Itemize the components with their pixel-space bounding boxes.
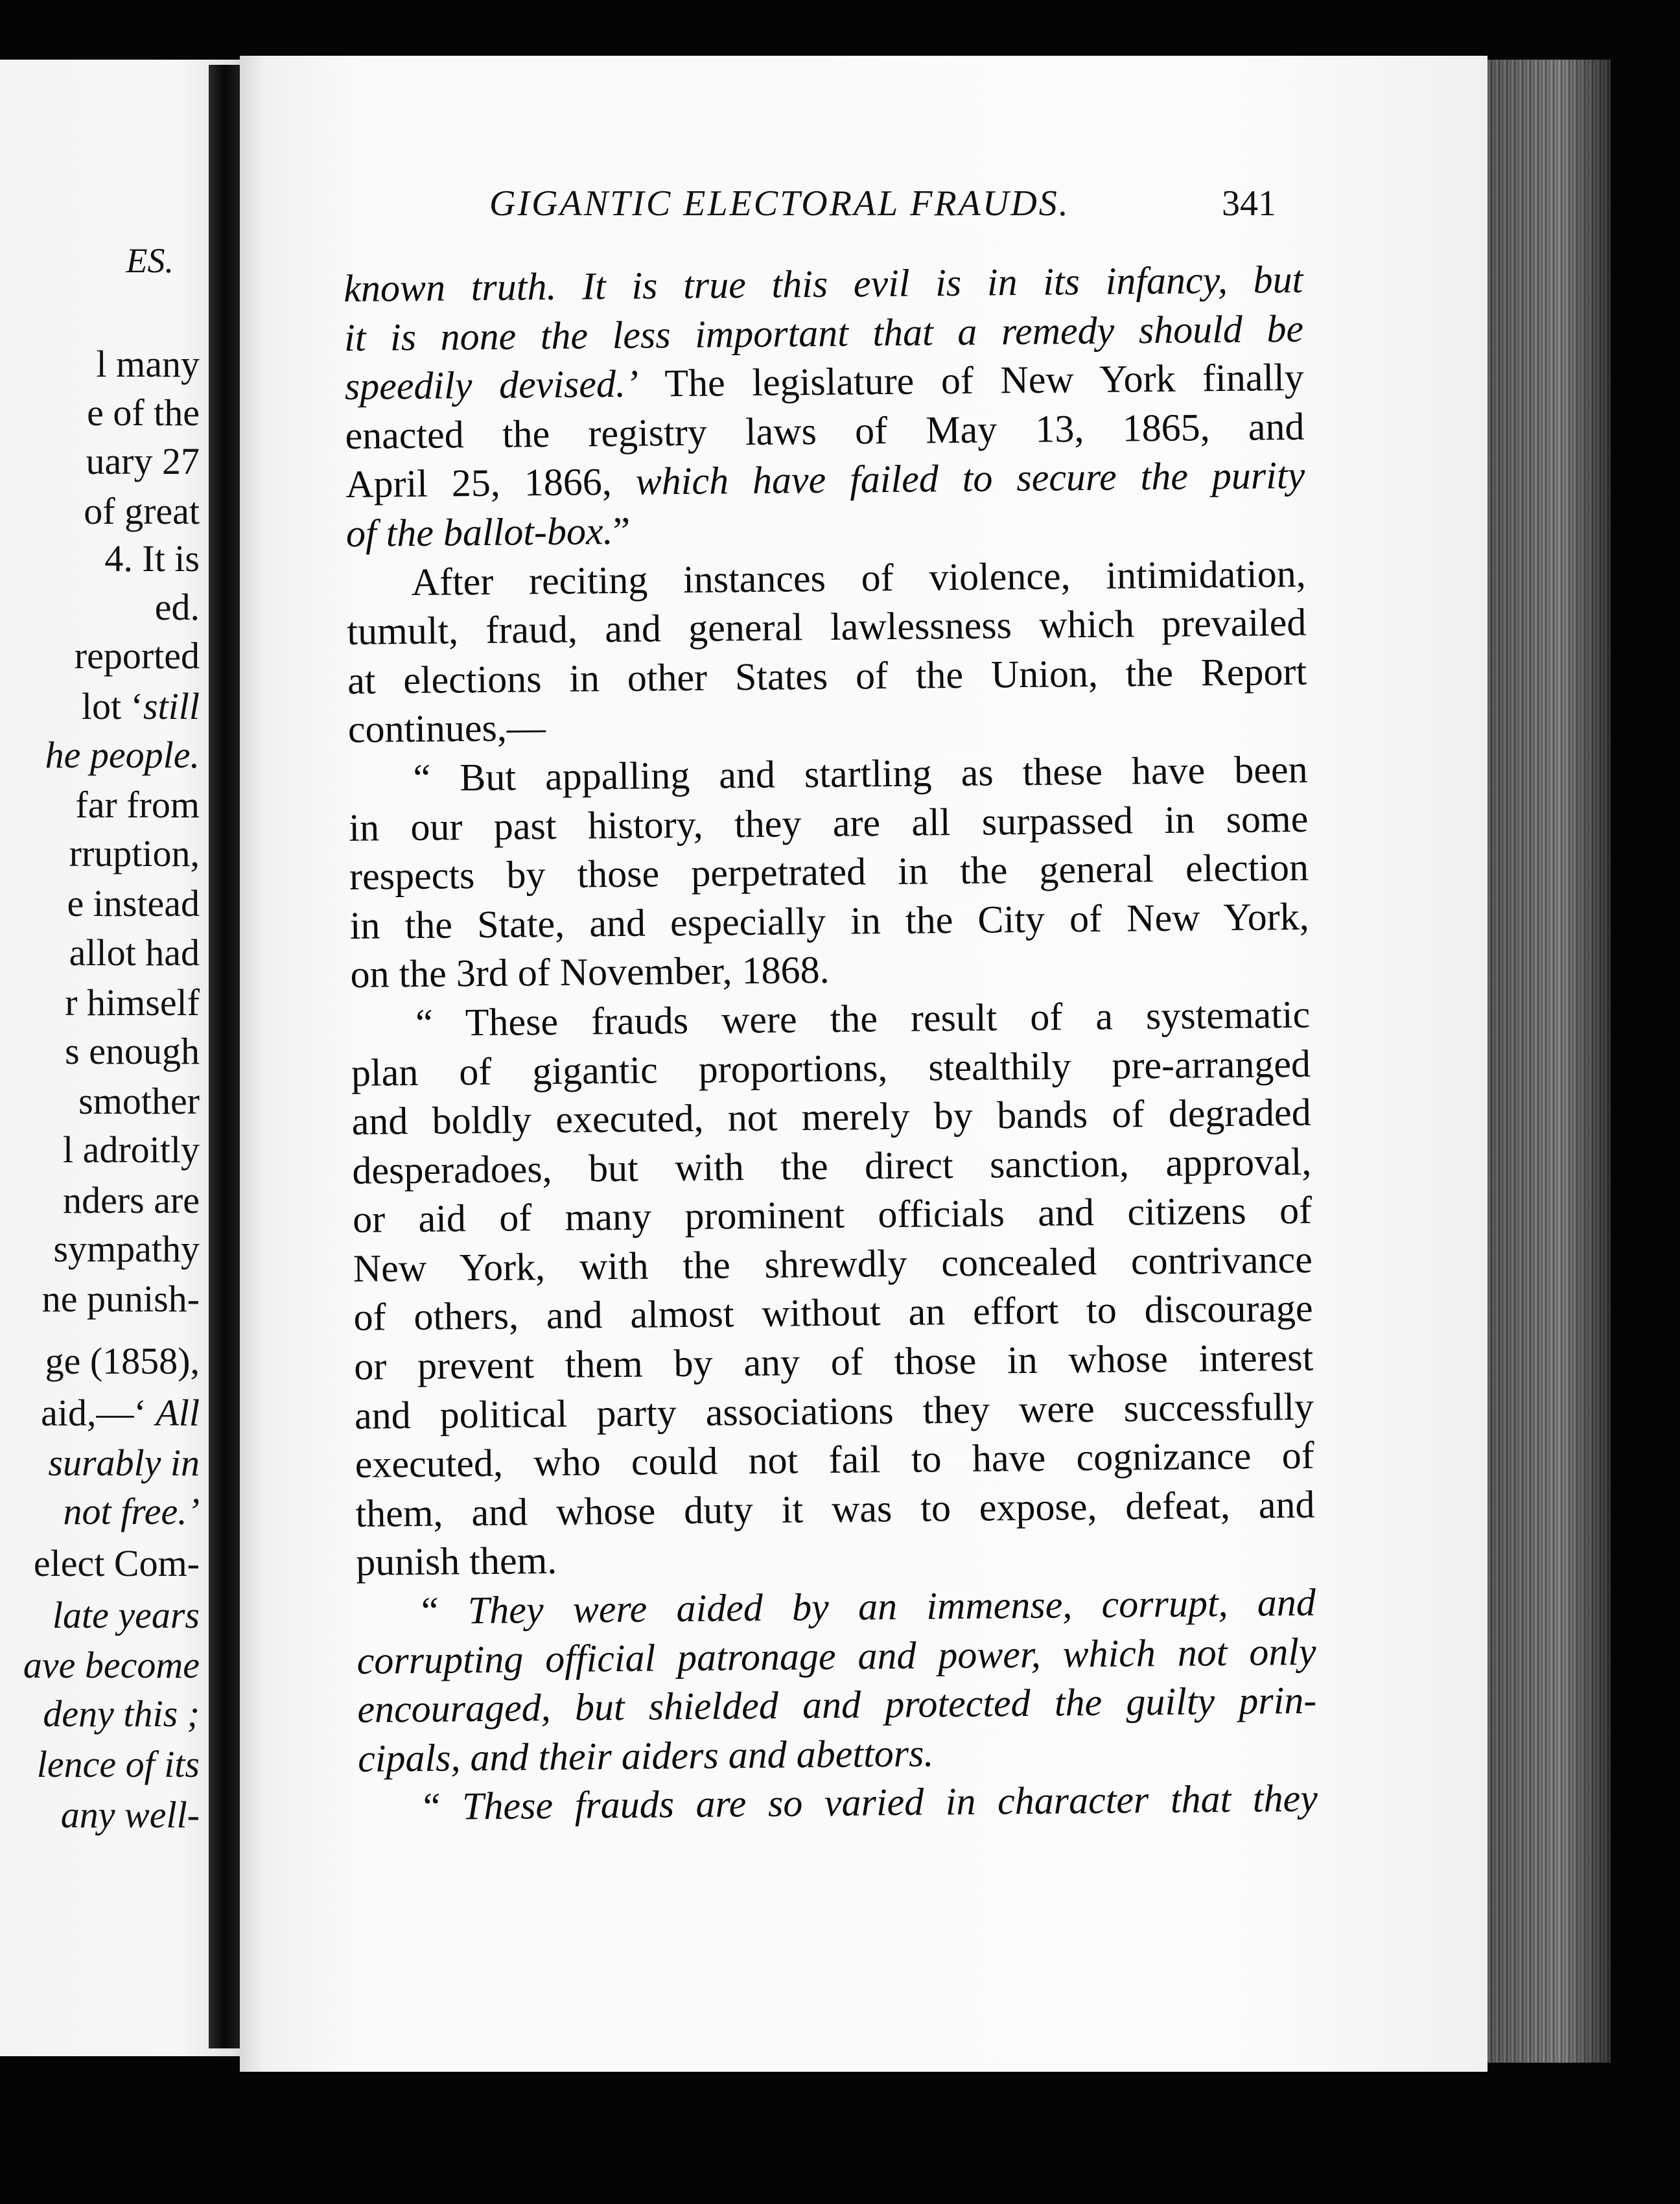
- text-line: of the ballot-box.”: [345, 509, 631, 555]
- text-line: it is none the less important that a remedy should be: [344, 307, 1304, 359]
- previous-page-line: surably in: [48, 1442, 200, 1484]
- previous-page-line: 4. It is: [104, 537, 200, 580]
- text-line: April 25, 1866, which have failed to secure the purity: [345, 454, 1305, 506]
- text-line: tumult, fraud, and general lawlessness which prevailed: [347, 600, 1307, 653]
- text-line: known truth. It is true this evil is in its infancy, but: [344, 257, 1303, 310]
- text-line: desperadoes, but with the direct sanction, approval,: [352, 1140, 1312, 1192]
- previous-page-line: lot ‘still: [81, 685, 200, 727]
- text-line: and political party associations they were successfully: [354, 1385, 1314, 1437]
- previous-page-line: sympathy: [53, 1228, 200, 1270]
- previous-page-line: smother: [78, 1080, 200, 1122]
- previous-page-line: ge (1858),: [45, 1340, 200, 1382]
- previous-page-line: elect Com-: [33, 1542, 200, 1584]
- text-line: or aid of many prominent officials and citizens of: [352, 1189, 1312, 1241]
- previous-page-line: rruption,: [69, 832, 200, 874]
- text-line: and boldly executed, not merely by bands of degraded: [351, 1090, 1311, 1143]
- previous-page-line: reported: [74, 635, 200, 677]
- text-line: in the State, and especially in the City of New York,: [349, 895, 1310, 947]
- previous-page-line: uary 27: [86, 440, 200, 482]
- previous-page-line: aid,—‘ All: [41, 1392, 200, 1434]
- previous-page-line: lence of its: [36, 1743, 200, 1785]
- previous-page-line: l adroitly: [62, 1129, 200, 1171]
- text-line: “ These frauds are so varied in character that they: [423, 1777, 1318, 1829]
- previous-page-line: he people.: [45, 734, 200, 776]
- text-line: in our past history, they are all surpassed in some: [349, 797, 1309, 849]
- previous-page-line: nders are: [63, 1179, 200, 1221]
- text-line: on the 3rd of November, 1868.: [350, 948, 830, 996]
- previous-page-line: deny this ;: [43, 1693, 200, 1735]
- previous-page-line: ES.: [126, 241, 174, 280]
- previous-page-line: l many: [96, 343, 200, 385]
- previous-page-line: ne punish-: [41, 1278, 200, 1320]
- text-line: respects by those perpetrated in the general election: [349, 845, 1309, 898]
- previous-page-line: e of the: [87, 392, 200, 434]
- text-line: “ But appalling and startling as these have been: [413, 747, 1308, 799]
- text-line: New York, with the shrewdly concealed contrivance: [353, 1237, 1313, 1290]
- text-line: cipals, and their aiders and abettors.: [357, 1731, 934, 1780]
- text-line: of others, and almost without an effort to discourage: [353, 1287, 1313, 1339]
- text-line: encouraged, but shielded and protected the guilty prin-: [357, 1678, 1317, 1731]
- text-line: After reciting instances of violence, intimidation,: [411, 552, 1306, 604]
- text-line: plan of gigantic proportions, stealthily pre-arranged: [351, 1042, 1311, 1094]
- previous-page-line: ave become: [23, 1644, 200, 1686]
- previous-page-line: r himself: [65, 981, 200, 1024]
- previous-page-line: ed.: [154, 586, 200, 628]
- previous-page-line: any well-: [60, 1794, 200, 1836]
- text-line: punish them.: [355, 1539, 557, 1584]
- text-line: at elections in other States of the Union, the Report: [347, 650, 1307, 702]
- body-text: [344, 255, 1318, 1833]
- previous-page-line: e instead: [67, 882, 200, 924]
- previous-page-line: late years: [52, 1594, 200, 1636]
- text-line: or prevent them by any of those in whose interest: [354, 1335, 1314, 1388]
- text-line: them, and whose duty it was to expose, defeat, and: [355, 1483, 1315, 1535]
- page-number: 341: [1222, 183, 1276, 224]
- running-head: GIGANTIC ELECTORAL FRAUDS.: [489, 183, 1070, 224]
- page-edges: [1488, 60, 1611, 2063]
- previous-page-line: allot had: [69, 932, 200, 974]
- text-line: executed, who could not fail to have cognizance of: [355, 1433, 1315, 1486]
- previous-page-line: far from: [75, 784, 200, 826]
- previous-page-line: not free.’: [63, 1490, 200, 1532]
- text-line: enacted the registry laws of May 13, 1865, and: [345, 404, 1305, 457]
- text-line: “ These frauds were the result of a systematic: [415, 992, 1311, 1044]
- book-gutter: [209, 65, 240, 2048]
- text-line: continues,—: [347, 706, 546, 751]
- previous-page-line: s enough: [65, 1030, 200, 1072]
- text-line: corrupting official patronage and power, which not only: [356, 1630, 1316, 1682]
- text-line: speedily devised.’ The legislature of New York finally: [344, 355, 1305, 408]
- text-line: “ They were aided by an immense, corrupt, and: [421, 1580, 1316, 1632]
- previous-page-line: of great: [84, 490, 200, 532]
